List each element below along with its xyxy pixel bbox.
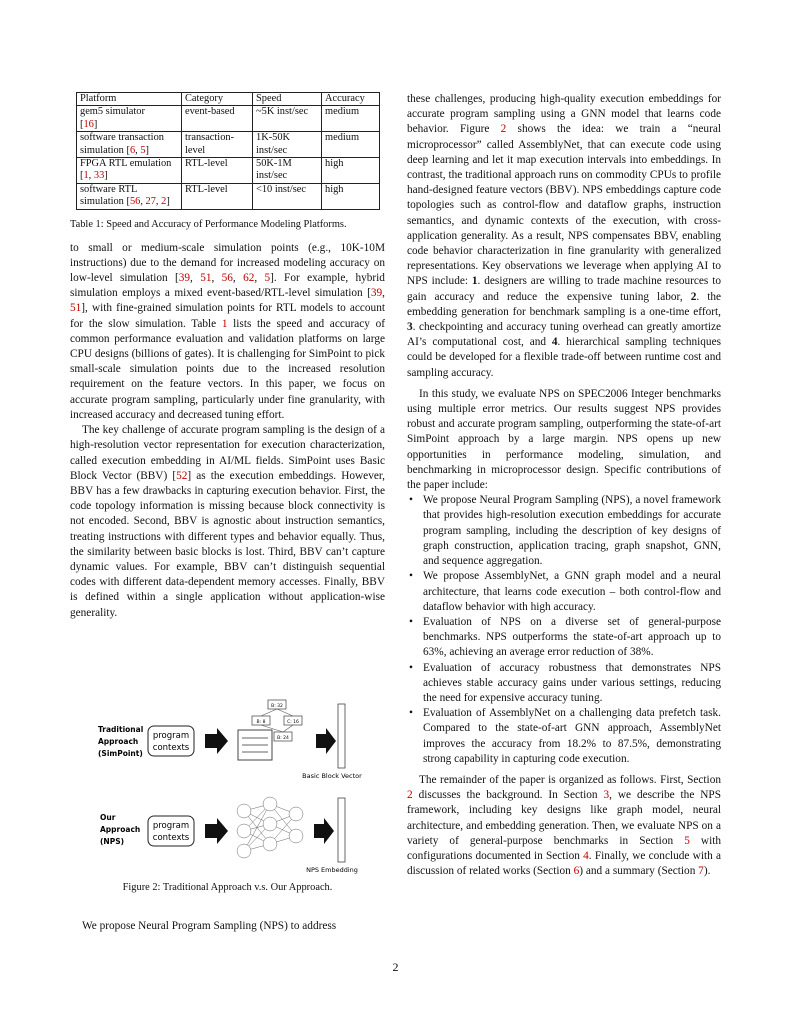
figure-2 (70, 696, 385, 886)
figure-caption: Figure 2: Traditional Approach v.s. Our Approach. (122, 882, 333, 893)
citation-link[interactable]: 62 (243, 272, 255, 285)
platform-table (76, 92, 380, 210)
arrow-icon (316, 728, 336, 754)
basic-block-vector (338, 704, 345, 768)
arrow-icon (314, 818, 334, 844)
table-cell: software transaction simulation [6, 5] (77, 132, 182, 158)
section-link[interactable]: 4 (583, 849, 589, 862)
block-node-label: B: 8 (256, 720, 266, 725)
our-approach-label: Approach (100, 825, 141, 834)
paragraph: The remainder of the paper is organized as follows. First, Section 2 discusses the background. In Section 3, we describe the NPS framework, including key designs like graph model, neural architecture, and embedding generation. Then, we evaluate NPS on a variety of general-purpose benchmarks in Section 5 with configurations documented in Section 4. Finally, we conclude with a discussion of related works (Section 6) and a summary (Section 7). (407, 773, 722, 878)
block-node-label: B: 32 (271, 704, 283, 709)
our-approach-label: (NPS) (100, 837, 125, 846)
table-row (77, 158, 380, 184)
page-number: 2 (392, 960, 399, 974)
block-node-label: C: 16 (287, 720, 299, 725)
list-item: • Evaluation of NPS on a diverse set of general-purpose benchmarks. NPS outperforms the state-of-art approach up to 63%, achieving an average error reduction of 38%. (407, 615, 721, 661)
table-cell: 1K-50K inst/sec (253, 132, 322, 158)
citation-link[interactable]: 51 (200, 272, 212, 285)
table-cell: RTL-level (182, 158, 253, 184)
table-link[interactable]: 1 (221, 317, 228, 330)
traditional-label: (SimPoint) (98, 749, 143, 758)
right-column (407, 92, 721, 879)
section-link[interactable]: 5 (684, 834, 690, 847)
nps-embedding-vector (338, 798, 345, 862)
paragraph: to small or medium-scale simulation points (e.g., 10K-10M instructions) due to the demand for increased modeling accuracy on low-level simulation [39, 51, 56, 62, 5]. For example, hybrid simulation employs a mixed event-based/RTL-level simulation [39, 51], with fine-grained simulation points for RTL models to account for the slow simulation. Table 1 lists the speed and accuracy of common performance evaluation and validation platforms on large CPU designs (billions of gates). It is challenging for SimPoint to pick small-scale simulation points due to the increased resolution requirement on the feature vectors. In this paper, we focus on accurate program sampling, particularly under fine granularity, with increased accuracy and decreased tuning effort. (70, 241, 386, 421)
table-cell: medium (322, 132, 380, 158)
citation-link[interactable]: 5 (264, 272, 271, 285)
citation-link[interactable]: 56 (129, 196, 141, 208)
contribution-list (407, 493, 721, 767)
table-row (77, 106, 380, 132)
citation-link[interactable]: 52 (176, 469, 188, 482)
citation-link[interactable]: 2 (161, 196, 167, 208)
table-cell: <10 inst/sec (253, 183, 322, 209)
our-approach-label: Our (100, 813, 116, 822)
program-contexts-label: program (152, 821, 190, 831)
section-link[interactable]: 2 (407, 789, 413, 802)
program-contexts-label: contexts (152, 833, 190, 843)
paragraph: In this study, we evaluate NPS on SPEC2006 Integer benchmarks using multiple error metrics. Our results suggest NPS provides robust and accurate program sampling, outperforming the state-of-art SimPoint approach by a large margin. NPS opens up new opportunities in performance modeling, simulation, and benchmarking in microprocessor design. Specific contributions of the paper include: (407, 387, 721, 492)
traditional-label: Approach (98, 737, 139, 746)
table-header: Platform (77, 93, 182, 106)
section-link[interactable]: 3 (603, 789, 610, 802)
list-item: • Evaluation of AssemblyNet on a challenging data prefetch task. Compared to the state-of-art GNN approach, AssemblyNet improves the accuracy from 18.2% to 87.5%, demonstrating strong capability in capturing code execution. (407, 706, 721, 767)
table-header: Speed (253, 93, 322, 106)
citation-link[interactable]: 56 (221, 272, 233, 285)
table-cell: ~5K inst/sec (253, 106, 322, 132)
citation-link[interactable]: 39 (370, 287, 383, 300)
table-row (77, 132, 380, 158)
table-cell: high (322, 183, 380, 209)
neural-network-icon (237, 797, 303, 858)
list-item: • Evaluation of accuracy robustness that demonstrates NPS achieves stable accuracy gains under various settings, reducing the need for expensive accuracy tuning. (407, 661, 721, 707)
citation-link[interactable]: 6 (129, 144, 136, 156)
table-cell: transaction-level (182, 132, 253, 158)
paragraph: these challenges, producing high-quality execution embeddings for accurate program sampling using a GNN model that learns code behavior. Figure 2 shows the idea: we train a “neural microprocessor” called AssemblyNet, that can execute code using deep learning and let it map execution intervals into embeddings. In contrast, the traditional approach runs on commodity CPUs to profile hand-designed feature vectors (BBV). NPS embeddings capture code topologies such as control-flow and dataflow graphs, instruction semantics, and dynamic contexts of the execution, with cross-application generality. As a result, NPS compensates BBV, enabling code behavior characterization in fine granularity with generalized representations. Key observations we leverage when applying AI to NPS include: 1. designers are willing to trade machine resources to gain accuracy and reduce the expensive tuning labor, 2. the embedding generation for benchmark sampling is a one-time effort, 3. checkpointing and accuracy tuning overhead can greatly amortize AI’s computational cost, and 4. hierarchical sampling techniques could be developed for a flexible trade-off between runtime cost and sampling accuracy. (407, 93, 722, 379)
table-header: Category (182, 93, 253, 106)
table-caption: Table 1: Speed and Accuracy of Performance Modeling Platforms. (70, 218, 347, 230)
table-cell: RTL-level (182, 183, 253, 209)
program-contexts-label: contexts (152, 743, 190, 753)
left-column (70, 92, 385, 621)
table-cell: event-based (182, 106, 253, 132)
table-cell: medium (322, 106, 380, 132)
table-header-row (77, 93, 380, 106)
table-row (77, 183, 380, 209)
citation-link[interactable]: 51 (70, 302, 82, 315)
table-cell: gem5 simulator [16] (77, 106, 182, 132)
table-cell: software RTL simulation [56, 27, 2] (77, 183, 182, 209)
paragraph: The key challenge of accurate program sampling is the design of a high-resolution vector representation for execution characterization, called execution embedding in AI/ML fields. SimPoint uses Basic Block Vector (BBV) [52] as the execution embeddings. However, BBV has a few drawbacks in capturing execution behavior. First, the code topology information is missing because block connectivity is not encoded. Second, BBV is agnostic about instruction semantics, treating instructions with different types and behavior equally. Thus, the similarity between basic blocks is lost. Third, BBV can’t capture dynamic values. For example, BBV can’t distinguish sequential codes with different data-dependent memory accesses. Finally, BBV is defined within a single application without application-wise generality. (70, 424, 385, 619)
approach-diagram (70, 696, 385, 886)
block-node-label: B: 24 (277, 736, 289, 741)
list-item: • We propose Neural Program Sampling (NPS), a novel framework that provides high-resolution execution embeddings for accurate program sampling, including the description of key designs of graph construction, application tracing, graph snapshot, GNN, and sequence aggregation. (407, 493, 721, 569)
arrow-icon (205, 728, 228, 754)
section-link[interactable]: 7 (698, 865, 704, 878)
list-item: • We propose AssemblyNet, a GNN graph model and a neural architecture, that learns code execution – both control-flow and dataflow behavior with high accuracy. (407, 569, 721, 615)
arrow-icon (205, 818, 228, 844)
nps-embedding-label: NPS Embedding (306, 866, 358, 874)
citation-link[interactable]: 39 (178, 272, 191, 285)
paragraph: We propose Neural Program Sampling (NPS) to address (82, 920, 337, 932)
citation-link[interactable]: 16 (83, 118, 94, 130)
citation-link[interactable]: 1 (83, 170, 89, 182)
figure-link[interactable]: 2 (500, 123, 507, 136)
citation-link[interactable]: 27 (145, 196, 156, 208)
table-cell: high (322, 158, 380, 184)
citation-link[interactable]: 33 (93, 170, 105, 182)
traditional-label: Traditional (98, 725, 144, 734)
bbv-label: Basic Block Vector (302, 772, 362, 780)
program-contexts-label: program (152, 731, 190, 741)
table-cell: 50K-1M inst/sec (253, 158, 322, 184)
section-link[interactable]: 6 (573, 865, 580, 878)
citation-link[interactable]: 5 (140, 144, 146, 156)
table-header: Accuracy (322, 93, 380, 106)
table-cell: FPGA RTL emulation [1, 33] (77, 158, 182, 184)
